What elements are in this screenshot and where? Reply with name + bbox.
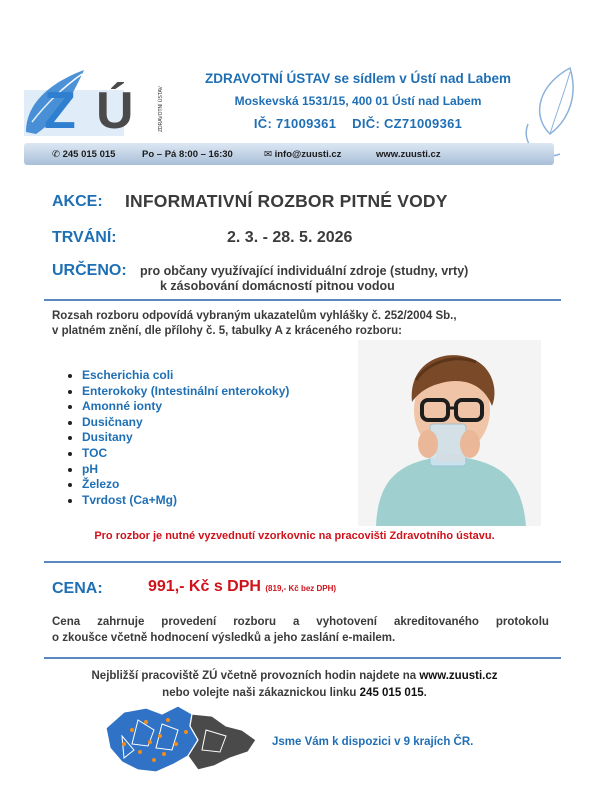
- footer-phone[interactable]: 245 015 015: [359, 687, 424, 699]
- trvani-row: [52, 229, 117, 247]
- urceno-label: URČENO:: [52, 262, 127, 279]
- divider: [44, 299, 561, 301]
- contact-bar: [24, 143, 554, 165]
- word: rozboru: [233, 616, 277, 628]
- envelope-icon: ✉: [264, 149, 272, 160]
- footer-info: [0, 668, 589, 702]
- urceno-line-1: pro občany využívající individuální zdroje (studny, vrty): [140, 264, 469, 278]
- akce-value-wrap: [125, 191, 448, 212]
- trvani-value: 2. 3. - 28. 5. 2026: [227, 229, 353, 246]
- org-address: Moskevská 1531/15, 400 01 Ústí nad Labem: [234, 94, 482, 108]
- list-item: • Dusičnany: [82, 415, 289, 431]
- org-ids: [178, 115, 538, 133]
- regions-availability: Jsme Vám k dispozici v 9 krajích ČR.: [272, 736, 474, 748]
- logo-subtext: ZDRAVOTNÍ ÚSTAV: [158, 86, 164, 132]
- footer-web-link[interactable]: www.zuusti.cz: [419, 670, 498, 682]
- word: Cena: [52, 616, 81, 628]
- footer-line-1-text: Nejbližší pracoviště ZÚ včetně provozních hodin najdete na: [91, 670, 420, 682]
- footer-line-1: [0, 668, 589, 685]
- akce-value: INFORMATIVNÍ ROZBOR PITNÉ VODY: [125, 191, 448, 211]
- opening-hours: Po – Pá 8:00 – 16:30: [142, 149, 233, 160]
- divider: [44, 561, 561, 563]
- header-org-info: [178, 70, 538, 133]
- email-contact[interactable]: [264, 149, 341, 160]
- list-item: • Escherichia coli: [82, 368, 289, 384]
- scope-line-1: Rozsah rozboru odpovídá vybraným ukazatelům vyhlášky č. 252/2004 Sb.,: [52, 310, 457, 322]
- list-item: • TOC: [82, 446, 289, 462]
- price-value: 991,- Kč s DPH: [148, 578, 261, 595]
- urceno-line-2: k zásobování domácností pitnou vodou: [160, 279, 395, 293]
- word: akreditovaného: [393, 616, 479, 628]
- zu-logo: [22, 62, 172, 140]
- pickup-note: Pro rozbor je nutné vyzvednutí vzorkovnic na pracovišti Zdravotního ústavu.: [94, 530, 495, 542]
- akce-row: [52, 193, 103, 211]
- price-description: [52, 614, 549, 646]
- word: zahrnuje: [97, 616, 145, 628]
- org-name: ZDRAVOTNÍ ÚSTAV se sídlem v Ústí nad Labem: [204, 71, 512, 86]
- list-item: • Enterokoky (Intestinální enterokoky): [82, 384, 289, 400]
- scope-line-2: v platném znění, dle přílohy č. 5, tabulky A z kráceného rozboru:: [52, 325, 402, 337]
- footer-line-2-text: nebo volejte naši zákaznickou linku: [162, 687, 360, 699]
- footer-line-2-end: .: [423, 687, 427, 699]
- scope-paragraph: [52, 309, 457, 339]
- list-item: • Tvrdost (Ca+Mg): [82, 493, 289, 509]
- parameter-list: [66, 368, 289, 508]
- word: vyhotovení: [316, 616, 378, 628]
- phone-number: 245 015 015: [62, 149, 116, 160]
- org-dic: DIČ: CZ71009361: [352, 116, 463, 131]
- word: protokolu: [495, 616, 549, 628]
- list-item: • Dusitany: [82, 430, 289, 446]
- price-description-line-1: [52, 614, 549, 630]
- footer-line-2: [0, 685, 589, 702]
- list-item: • Železo: [82, 477, 289, 493]
- email-address: info@zuusti.cz: [274, 149, 342, 160]
- price-description-line-2: o zkoušce včetně hodnocení výsledků a jeho zaslání e-mailem.: [52, 632, 396, 644]
- phone-contact[interactable]: [52, 149, 115, 160]
- child-drinking-water-photo: [358, 340, 541, 526]
- urceno-row: [52, 262, 127, 280]
- divider: [44, 657, 561, 659]
- price-without-vat: (819,- Kč bez DPH): [265, 584, 337, 593]
- phone-icon: ✆: [52, 149, 60, 160]
- logo-u: Ú: [96, 82, 132, 140]
- cena-label: CENA:: [52, 580, 103, 597]
- word: provedení: [161, 616, 217, 628]
- word: a: [292, 616, 300, 628]
- list-item: • pH: [82, 462, 289, 478]
- list-item: • Amonné ionty: [82, 399, 289, 415]
- org-ic: IČ: 71009361: [253, 116, 337, 131]
- trvani-label: TRVÁNÍ:: [52, 229, 117, 246]
- czech-map-icon: [102, 700, 262, 780]
- web-link[interactable]: www.zuusti.cz: [376, 149, 441, 160]
- akce-label: AKCE:: [52, 193, 103, 210]
- trvani-value-wrap: [227, 229, 352, 247]
- logo-z: Z: [44, 82, 74, 140]
- price-with-vat: [148, 578, 336, 596]
